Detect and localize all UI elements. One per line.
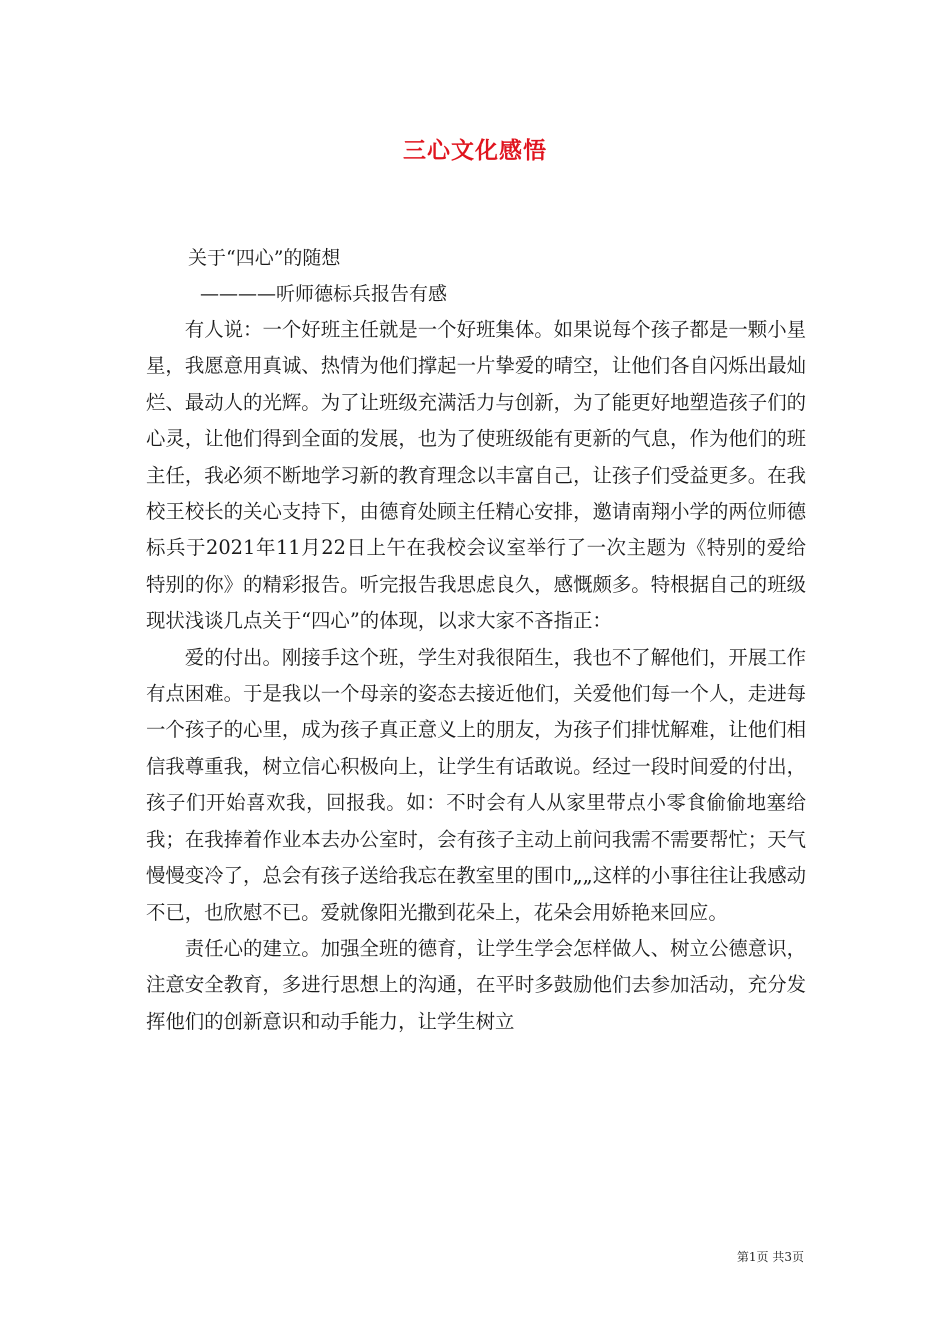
document-title: 三心文化感悟 — [403, 137, 547, 164]
paragraph-responsibility: 责任心的建立。加强全班的德育，让学生学会怎样做人、树立公德意识，注意安全教育，多进行思想上的沟通，在平时多鼓励他们去参加活动，充分发挥他们的创新意识和动手能力，让学生树立 — [146, 936, 806, 1033]
paragraph-love: 爱的付出。刚接手这个班，学生对我很陌生，我也不了解他们，开展工作有点困难。于是我以一个母亲的姿态去接近他们，关爱他们每一个人，走进每一个孩子的心里，成为孩子真正意义上的朋友，为孩子们排忧解难，让他们相信我尊重我，树立信心积极向上，让学生有话敢说。经过一段时间爱的付出，孩子们开始喜欢我，回报我。如：不时会有人从家里带点小零食偷偷地塞给我；在我捧着作业本去办公室时，会有孩子主动上前问我需不需要帮忙；天气慢慢变冷了，总会有孩子送给我忘在教室里的围巾„„这样的小事往往让我感动不已，也欣慰不已。爱就像阳光撒到花朵上，花朵会用娇艳来回应。 — [146, 645, 806, 924]
article-subnote: ————听师德标兵报告有感 — [200, 283, 448, 305]
article-body — [146, 312, 806, 1040]
paragraph-intro: 有人说：一个好班主任就是一个好班集体。如果说每个孩子都是一颗小星星，我愿意用真诚、热情为他们撑起一片挚爱的晴空，让他们各自闪烁出最灿烂、最动人的光辉。为了让班级充满活力与创新，为了能更好地塑造孩子们的心灵，让他们得到全面的发展，也为了使班级能有更新的气息，作为他们的班主任，我必须不断地学习新的教育理念以丰富自己，让孩子们受益更多。在我校王校长的关心支持下，由德育处顾主任精心安排，邀请南翔小学的两位师德标兵于2021年11月22日上午在我校会议室举行了一次主题为《特别的爱给特别的你》的精彩报告。听完报告我思虑良久，感慨颇多。特根据自己的班级现状浅谈几点关于“四心”的体现，以求大家不吝指正： — [146, 318, 806, 633]
article-subtitle: 关于“四心”的随想 — [188, 247, 341, 269]
page-number: 第1页 共3页 — [736, 1250, 804, 1264]
